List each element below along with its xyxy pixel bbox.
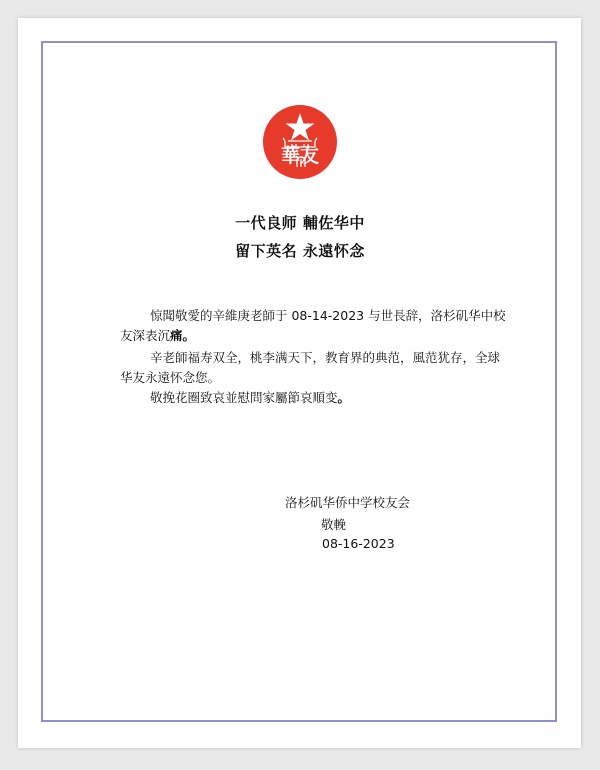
logo-text: 華友 — [280, 145, 320, 167]
title-line-2: 留下英名 永遠怀念 — [235, 242, 365, 260]
paragraph-1-line-2: 友深表沉 — [120, 328, 171, 343]
paragraph-2-line-1: 辛老師福寿双全，桃李满天下，教育界的典范，風范犹存，全球 — [150, 350, 501, 365]
paragraph-3-text: 敬挽花圈致哀並慰問家屬節哀順变 — [150, 390, 338, 405]
signature-organization: 洛杉矶华侨中学校友会 — [285, 495, 411, 510]
paragraph-1-line-1: 惊聞敬愛的辛維庚老師于 08-14-2023 与世長辞，洛杉矶华中校 — [150, 308, 506, 323]
signature-date: 08-16-2023 — [322, 536, 395, 551]
title-line-1: 一代良师 輔佐华中 — [235, 214, 365, 232]
huayou-logo-icon — [263, 105, 337, 179]
paragraph-3-end: 。 — [337, 390, 351, 405]
paragraph-2-line-2: 华友永遠怀念您。 — [120, 370, 221, 385]
paragraph-2 — [120, 348, 520, 388]
paragraph-1 — [120, 306, 520, 346]
paragraph-1-end: 痛。 — [170, 328, 196, 343]
signature-respect: 敬輓 — [321, 517, 347, 532]
paragraph-3 — [120, 388, 520, 408]
